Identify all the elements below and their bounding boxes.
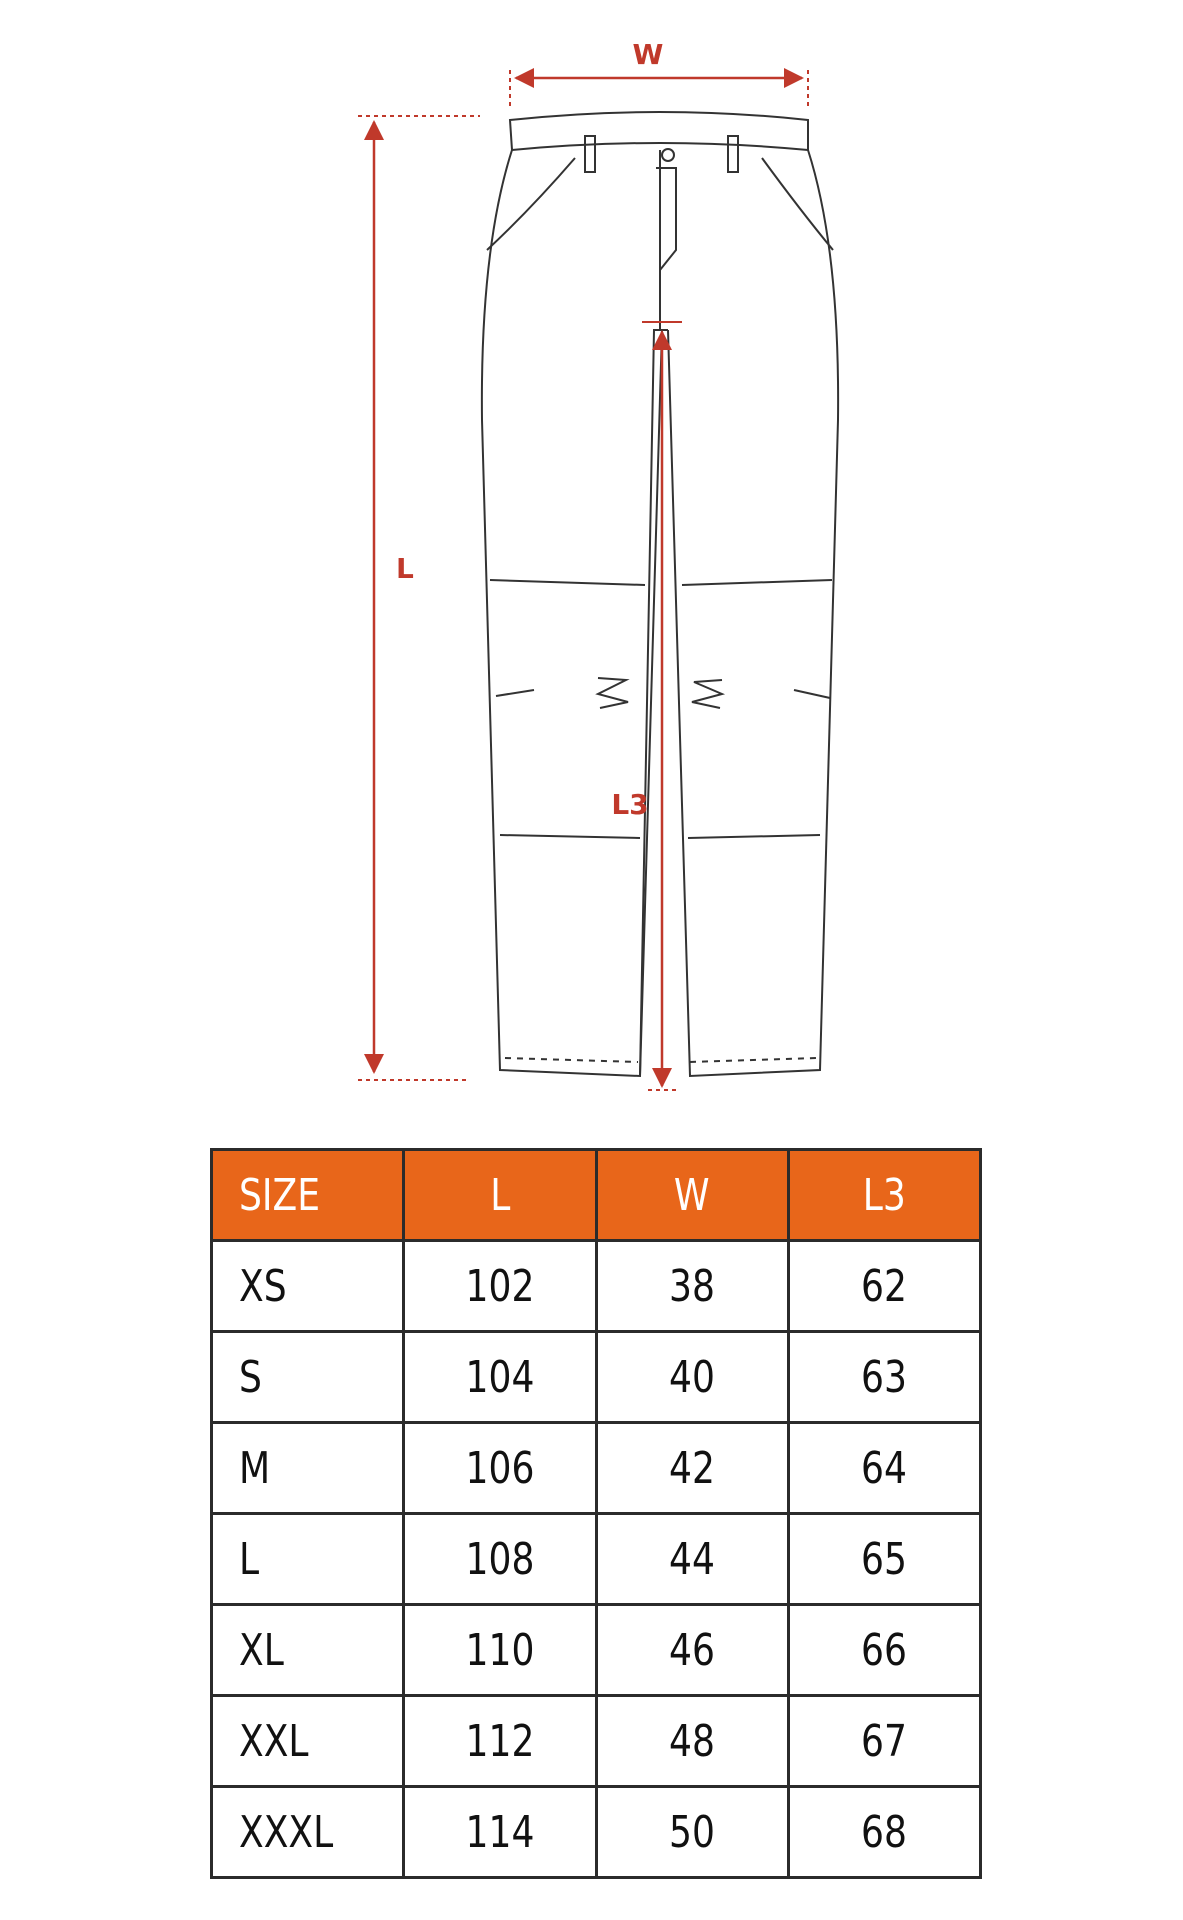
cell-inseam-text: 68 <box>861 1806 908 1858</box>
pants-outline <box>482 112 838 1076</box>
cell-inseam-text: 64 <box>861 1442 908 1494</box>
cell-size-text: L <box>239 1533 260 1585</box>
cell-width-text: 40 <box>669 1351 716 1403</box>
cell-size <box>212 1787 404 1878</box>
cell-width-text: 50 <box>669 1806 716 1858</box>
cell-size-text: XS <box>239 1260 287 1312</box>
header-inseam-text: L3 <box>862 1169 906 1221</box>
cell-inseam <box>788 1332 980 1423</box>
cell-width-text: 42 <box>669 1442 716 1494</box>
table-row <box>212 1787 981 1878</box>
size-chart-table <box>210 1148 982 1879</box>
cell-length-text: 106 <box>465 1442 535 1494</box>
cell-length <box>404 1787 596 1878</box>
cell-inseam <box>788 1514 980 1605</box>
header-inseam <box>788 1150 980 1241</box>
cell-length-text: 110 <box>465 1624 535 1676</box>
cell-inseam-text: 63 <box>861 1351 908 1403</box>
cell-length <box>404 1423 596 1514</box>
cell-width <box>596 1514 788 1605</box>
table-header-row <box>212 1150 981 1241</box>
cell-inseam-text: 67 <box>861 1715 908 1767</box>
header-width <box>596 1150 788 1241</box>
cell-size-text: M <box>239 1442 271 1494</box>
cell-width <box>596 1605 788 1696</box>
cell-inseam-text: 65 <box>861 1533 908 1585</box>
cell-length-text: 108 <box>465 1533 535 1585</box>
cell-width <box>596 1423 788 1514</box>
cell-size <box>212 1241 404 1332</box>
cell-length-text: 102 <box>465 1260 535 1312</box>
cell-size-text: S <box>239 1351 262 1403</box>
header-length <box>404 1150 596 1241</box>
width-label: W <box>632 38 664 71</box>
cell-length <box>404 1514 596 1605</box>
cell-size <box>212 1605 404 1696</box>
cell-width-text: 46 <box>669 1624 716 1676</box>
cell-inseam <box>788 1423 980 1514</box>
cell-size <box>212 1332 404 1423</box>
cell-width-text: 38 <box>669 1260 716 1312</box>
cell-length-text: 104 <box>465 1351 535 1403</box>
cell-size-text: XL <box>239 1624 284 1676</box>
cell-length <box>404 1605 596 1696</box>
table-row <box>212 1423 981 1514</box>
cell-length <box>404 1332 596 1423</box>
cell-size <box>212 1514 404 1605</box>
cell-size-text: XXXL <box>239 1806 334 1858</box>
inseam-label: L3 <box>611 788 649 821</box>
cell-inseam <box>788 1241 980 1332</box>
cell-width <box>596 1332 788 1423</box>
header-size-text: SIZE <box>239 1169 321 1221</box>
cell-width-text: 44 <box>669 1533 716 1585</box>
header-length-text: L <box>489 1169 510 1221</box>
table-body <box>212 1241 981 1878</box>
cell-size <box>212 1423 404 1514</box>
width-dimension <box>510 38 808 108</box>
length-dimension <box>358 116 480 1080</box>
cell-width <box>596 1787 788 1878</box>
cell-length-text: 112 <box>465 1715 535 1767</box>
length-label: L <box>396 552 414 585</box>
cell-size <box>212 1696 404 1787</box>
cell-width <box>596 1241 788 1332</box>
cell-width-text: 48 <box>669 1715 716 1767</box>
table-row <box>212 1696 981 1787</box>
cell-length <box>404 1696 596 1787</box>
cell-inseam-text: 66 <box>861 1624 908 1676</box>
cell-length <box>404 1241 596 1332</box>
cell-inseam <box>788 1787 980 1878</box>
table-row <box>212 1241 981 1332</box>
cell-width <box>596 1696 788 1787</box>
cell-length-text: 114 <box>465 1806 535 1858</box>
table-row <box>212 1514 981 1605</box>
cell-inseam <box>788 1605 980 1696</box>
header-width-text: W <box>674 1169 710 1221</box>
cell-inseam-text: 62 <box>861 1260 908 1312</box>
table-row <box>212 1332 981 1423</box>
cell-inseam <box>788 1696 980 1787</box>
table-row <box>212 1605 981 1696</box>
cell-size-text: XXL <box>239 1715 309 1767</box>
header-size <box>212 1150 404 1241</box>
